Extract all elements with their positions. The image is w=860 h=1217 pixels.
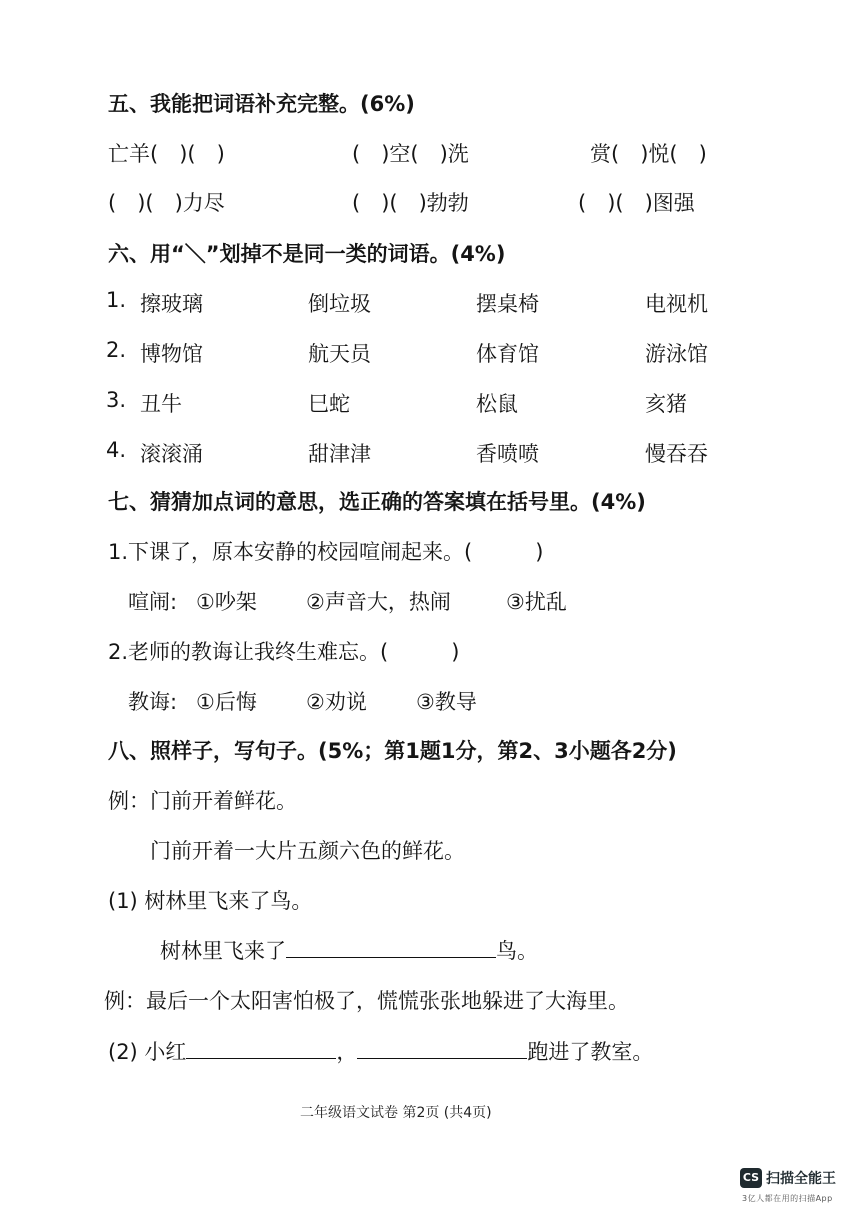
word: 亥猪 <box>645 392 687 416</box>
fill-item: 赏( )悦( ) <box>590 142 707 166</box>
scanner-tagline: 3亿人都在用的扫描App <box>742 1194 833 1203</box>
item-number: 3. <box>106 388 127 412</box>
word: 松鼠 <box>476 392 518 416</box>
sentence-end: 跑进了教室。 <box>527 1040 654 1064</box>
sentence-start: (2) 小红 <box>108 1040 187 1064</box>
fill-item: ( )( )图强 <box>578 191 695 215</box>
word: 擦玻璃 <box>140 292 203 316</box>
option-label: 喧闹: <box>128 590 178 614</box>
option-label: 教诲: <box>128 690 178 714</box>
word: 慢吞吞 <box>645 442 708 466</box>
example-2: 例：最后一个太阳害怕极了，慌慌张张地躲进了大海里。 <box>104 989 629 1013</box>
option: ①吵架 <box>196 590 257 614</box>
scanner-app-name: 扫描全能王 <box>766 1171 836 1187</box>
answer-blank[interactable] <box>286 939 496 958</box>
word: 丑牛 <box>140 392 182 416</box>
question-2: 2.老师的教诲让我终生难忘。( ) <box>108 640 460 664</box>
word: 航天员 <box>308 342 371 366</box>
option: ①后悔 <box>196 690 257 714</box>
option: ②劝说 <box>306 690 367 714</box>
word: 香喷喷 <box>476 442 539 466</box>
item-number: 2. <box>106 338 127 362</box>
fill-item: 亡羊( )( ) <box>108 142 225 166</box>
question-8-1: (1) 树林里飞来了鸟。 <box>108 889 313 913</box>
example-1: 例：门前开着鲜花。 <box>108 789 297 813</box>
answer-line-8-1 <box>160 935 538 965</box>
section-8-title: 八、照样子，写句子。(5%；第1题1分，第2、3小题各2分) <box>108 739 677 763</box>
word: 巳蛇 <box>308 392 350 416</box>
fill-item: ( )( )力尽 <box>108 191 225 215</box>
sentence-start: 树林里飞来了 <box>160 939 286 963</box>
scanner-watermark <box>738 1166 850 1210</box>
fill-item: ( )( )勃勃 <box>352 191 469 215</box>
answer-blank[interactable] <box>357 1040 527 1059</box>
word: 摆桌椅 <box>476 292 539 316</box>
option: ③教导 <box>416 690 477 714</box>
item-number: 1. <box>106 288 127 312</box>
word: 博物馆 <box>140 342 203 366</box>
section-6-title: 六、用“＼”划掉不是同一类的词语。(4%) <box>108 242 506 266</box>
option: ③扰乱 <box>506 590 567 614</box>
word: 滚滚涌 <box>140 442 203 466</box>
word: 体育馆 <box>476 342 539 366</box>
scanner-logo-icon: CS <box>740 1168 762 1188</box>
answer-blank[interactable] <box>186 1040 336 1059</box>
section-5-title: 五、我能把词语补充完整。(6%) <box>108 92 415 116</box>
word: 甜津津 <box>308 442 371 466</box>
sentence-end: 鸟。 <box>496 939 538 963</box>
fill-item: ( )空( )洗 <box>352 142 469 166</box>
word: 游泳馆 <box>645 342 708 366</box>
word: 电视机 <box>645 292 708 316</box>
word: 倒垃圾 <box>308 292 371 316</box>
page-footer: 二年级语文试卷 第2页 (共4页) <box>300 1105 492 1121</box>
option: ②声音大，热闹 <box>306 590 451 614</box>
item-number: 4. <box>106 438 127 462</box>
section-7-title: 七、猜猜加点词的意思，选正确的答案填在括号里。(4%) <box>108 490 646 514</box>
question-1: 1.下课了，原本安静的校园喧闹起来。( ) <box>108 540 544 564</box>
comma: ， <box>336 1040 358 1064</box>
example-1-answer: 门前开着一大片五颜六色的鲜花。 <box>150 839 465 863</box>
answer-line-8-2 <box>108 1036 653 1066</box>
